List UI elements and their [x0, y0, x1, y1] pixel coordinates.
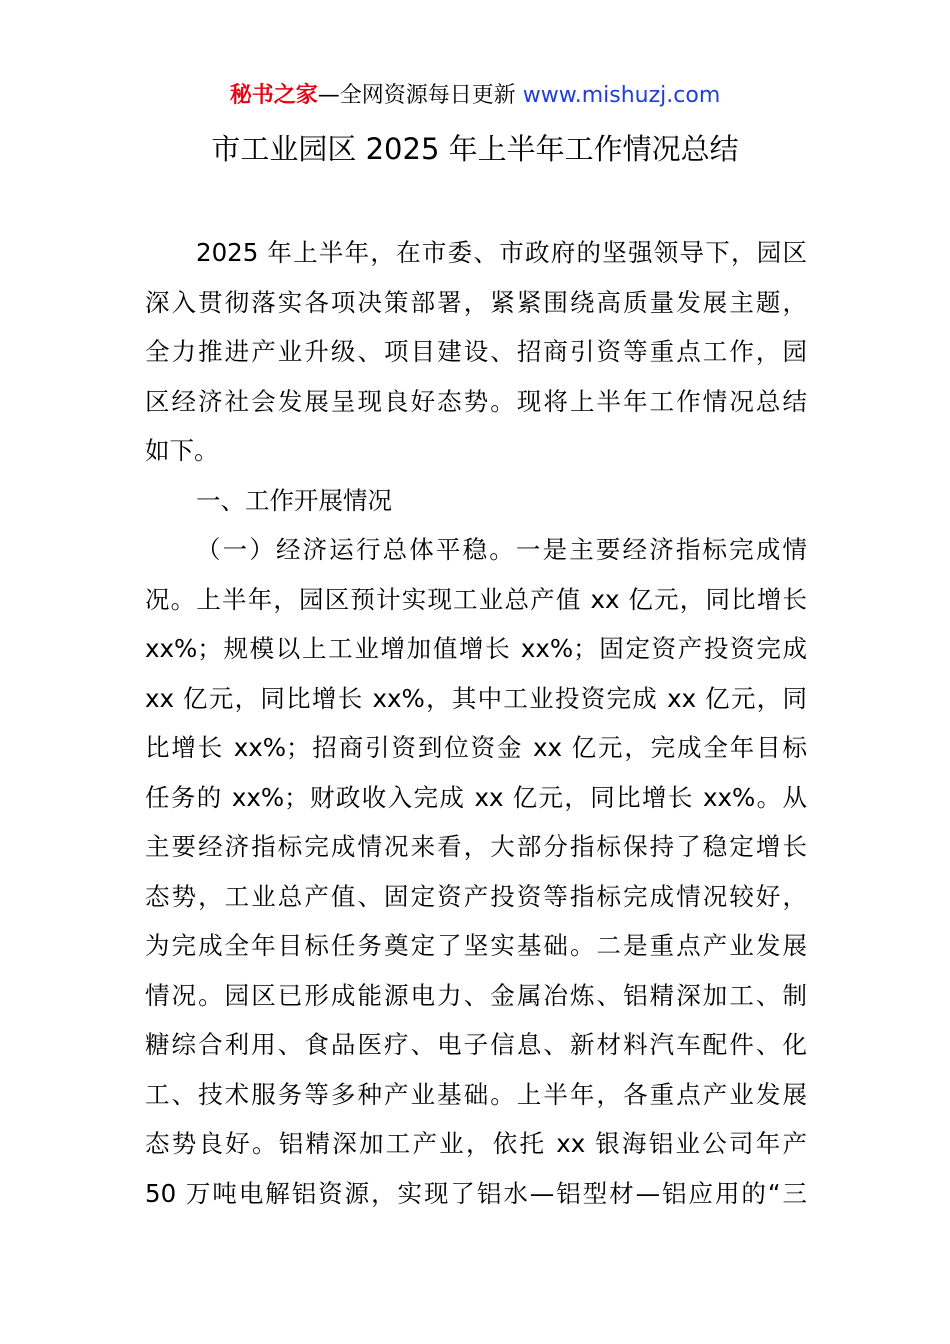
paragraph-line: 深入贯彻落实各项决策部署，紧紧围绕高质量发展主题， — [145, 287, 807, 317]
document-title: 市工业园区 2025 年上半年工作情况总结 — [211, 132, 739, 166]
paragraph-line: 区经济社会发展呈现良好态势。现将上半年工作情况总结 — [145, 386, 807, 416]
paragraph-line: 如下。 — [145, 436, 219, 465]
paragraph-line: xx%；规模以上工业增加值增长 xx%；固定资产投资完成 — [145, 634, 807, 663]
paragraph-line: 2025 年上半年，在市委、市政府的坚强领导下，园区 — [196, 238, 807, 267]
site-url-link[interactable]: www.mishuzj.com — [522, 83, 721, 108]
paragraph-line: 态势，工业总产值、固定资产投资等指标完成情况较好， — [145, 881, 807, 911]
paragraph-line: 情况。园区已形成能源电力、金属冶炼、铝精深加工、制 — [145, 980, 807, 1010]
paragraph-line: 态势良好。铝精深加工产业，依托 xx 银海铝业公司年产 — [145, 1129, 807, 1158]
brand-name: 秘书之家 — [229, 83, 318, 108]
site-header — [0, 80, 950, 112]
document-body — [145, 228, 807, 1218]
paragraph-line: （一）经济运行总体平稳。一是主要经济指标完成情 — [196, 535, 807, 564]
paragraph-line: 况。上半年，园区预计实现工业总产值 xx 亿元，同比增长 — [145, 584, 807, 614]
section-heading: 一、工作开展情况 — [196, 485, 392, 515]
header-tagline: —全网资源每日更新 — [317, 83, 523, 108]
paragraph-line: 为完成全年目标任务奠定了坚实基础。二是重点产业发展 — [145, 931, 807, 960]
paragraph-line: 工、技术服务等多种产业基础。上半年，各重点产业发展 — [145, 1079, 807, 1109]
paragraph-line: 50 万吨电解铝资源，实现了铝水—铝型材—铝应用的“三 — [145, 1178, 807, 1208]
paragraph-line: 全力推进产业升级、项目建设、招商引资等重点工作，园 — [145, 337, 807, 366]
paragraph-line: 主要经济指标完成情况来看，大部分指标保持了稳定增长 — [145, 832, 807, 861]
paragraph-line: xx 亿元，同比增长 xx%，其中工业投资完成 xx 亿元，同 — [145, 683, 807, 713]
paragraph-line: 比增长 xx%；招商引资到位资金 xx 亿元，完成全年目标 — [145, 733, 807, 762]
paragraph-line: 任务的 xx%；财政收入完成 xx 亿元，同比增长 xx%。从 — [145, 782, 807, 812]
paragraph-line: 糖综合利用、食品医疗、电子信息、新材料汽车配件、化 — [145, 1030, 807, 1059]
